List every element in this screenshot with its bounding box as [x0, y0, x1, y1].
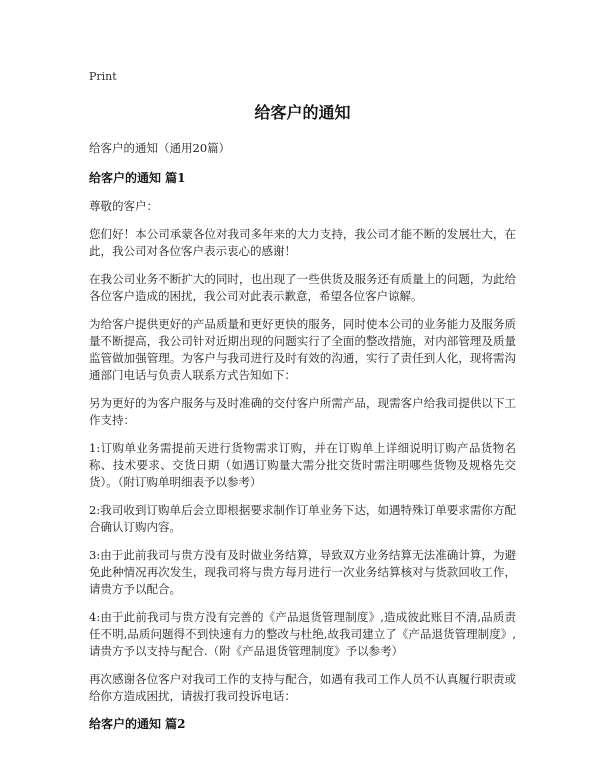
body-paragraph-3: 为给客户提供更好的产品质量和更好更快的服务，同时使本公司的业务能力及服务质量不断提高，我公司针对近期出现的问题实行了全面的整改措施，对内部管理及质量监管做加强管理。为客户与我司进行及时有效的沟通，实行了责任到人化，现将需沟通部门电话与负责人联系方式告知如下：	[89, 317, 516, 382]
section-heading-2: 给客户的通知 篇2	[89, 717, 186, 731]
body-paragraph-7: 3:由于此前我司与贵方没有及时做业务结算，导致双方业务结算无法准确计算，为避免此种情况再次发生，现我司将与贵方每月进行一次业务结算核对与货款回收工作，请贵方予以配合。	[89, 548, 516, 596]
body-paragraph-8: 4:由于此前我司与贵方没有完善的《产品退货管理制度》,造成彼此账目不清,品质责任不明,品质问题得不到快速有力的整改与杜绝,故我司建立了《产品退货管理制度》,请贵方予以支持与配合.（附《产品退货管理制度》予以参考）	[89, 610, 516, 658]
body-paragraph-6: 2:我司收到订购单后会立即根据要求制作订单业务下达，如遇特殊订单要求需你方配合确认订购内容。	[89, 503, 516, 534]
body-paragraph-4: 另为更好的为客户服务与及时准确的交付客户所需产品，现需客户给我司提供以下工作支持：	[89, 396, 516, 427]
body-paragraph-5: 1:订购单业务需提前天进行货物需求订购，并在订购单上详细说明订购产品货物名称、技术要求、交货日期（如遇订购量大需分批交货时需注明哪些货物及规格先交货）。（附订购单明细表予以参考）	[89, 441, 516, 489]
greeting-paragraph: 尊敬的客户：	[89, 199, 158, 213]
page-title: 给客户的通知	[254, 103, 351, 122]
body-paragraph-2: 在我公司业务不断扩大的同时，也出现了一些供货及服务还有质量上的问题，为此给各位客户造成的困扰，我公司对此表示歉意，希望各位客户谅解。	[89, 272, 516, 303]
print-label: Print	[89, 70, 117, 83]
body-paragraph-1: 您们好！本公司承蒙各位对我司多年来的大力支持，我公司才能不断的发展壮大，在此，我公司对各位客户表示衷心的感谢！	[89, 227, 516, 258]
body-paragraph-9: 再次感谢各位客户对我司工作的支持与配合，如遇有我司工作人员不认真履行职责或给你方造成困扰，请拔打我司投诉电话：	[89, 672, 516, 703]
document-subtitle: 给客户的通知（通用20篇）	[89, 141, 231, 155]
section-heading-1: 给客户的通知 篇1	[89, 171, 186, 185]
